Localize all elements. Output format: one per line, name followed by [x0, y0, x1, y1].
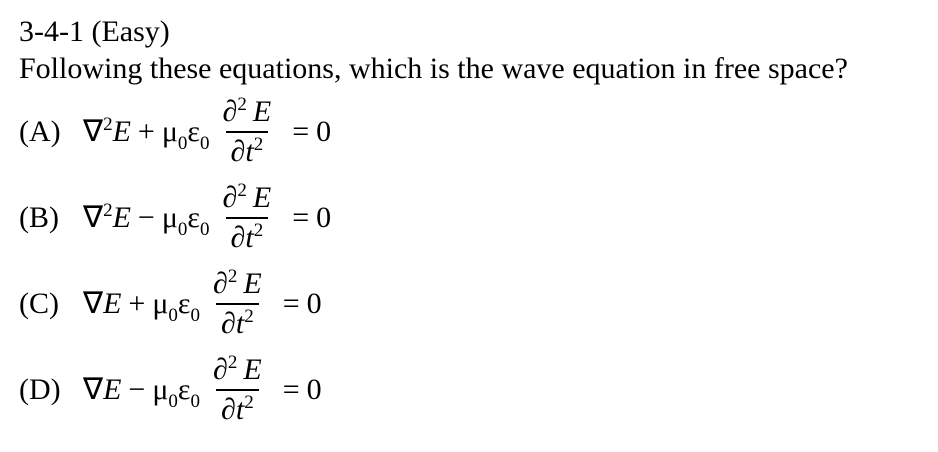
fraction-numerator: [208, 266, 267, 303]
mu-epsilon-coefficient: [152, 373, 201, 412]
problem-id: 3-4-1 (Easy): [19, 15, 170, 48]
mu-symbol: μ: [152, 373, 169, 406]
option-label-a: (A): [19, 115, 61, 148]
sign-operator: −: [128, 373, 146, 406]
laplacian-term: [83, 200, 131, 234]
laplacian-term: [83, 114, 131, 148]
option-row-b: [19, 175, 938, 261]
nabla-symbol: ∇: [83, 287, 104, 320]
partial-symbol: ∂: [222, 181, 238, 214]
rhs-zero: 0: [306, 373, 322, 406]
epsilon-symbol: ε: [177, 287, 191, 320]
sign-operator: +: [128, 287, 146, 320]
field-variable: E: [112, 201, 131, 234]
option-row-c: [19, 261, 938, 347]
fraction-denominator: [216, 303, 259, 339]
mu-subscript: 0: [177, 219, 188, 240]
derivative-fraction: [208, 352, 267, 426]
epsilon-subscript: 0: [190, 305, 201, 326]
option-label-c: (C): [19, 287, 59, 320]
nabla-symbol: ∇: [83, 115, 104, 148]
nabla-exponent: 2: [103, 200, 113, 221]
derivative-fraction: [218, 94, 277, 168]
denominator-variable: t: [245, 135, 254, 168]
field-variable: E: [103, 373, 122, 406]
derivative-fraction: [218, 180, 277, 254]
option-equation-c: [83, 266, 322, 340]
numerator-variable: E: [252, 95, 272, 128]
partial-symbol: ∂: [221, 307, 236, 340]
denominator-variable: t: [245, 221, 254, 254]
field-variable: E: [112, 115, 131, 148]
mu-symbol: μ: [161, 115, 178, 148]
fraction-numerator: [218, 94, 277, 131]
epsilon-subscript: 0: [190, 391, 201, 412]
numerator-exponent: 2: [227, 266, 238, 287]
rhs-zero: 0: [316, 201, 332, 234]
mu-symbol: μ: [152, 287, 169, 320]
partial-symbol: ∂: [213, 353, 228, 386]
nabla-symbol: ∇: [83, 201, 104, 234]
equals-sign: =: [292, 115, 310, 148]
option-equation-a: [83, 94, 332, 168]
numerator-variable: E: [252, 181, 272, 214]
nabla-exponent: 2: [103, 114, 113, 135]
numerator-exponent: 2: [237, 94, 247, 115]
option-row-d: [19, 347, 938, 433]
rhs-zero: 0: [306, 287, 322, 320]
denominator-variable: t: [235, 307, 245, 340]
options-list: [19, 89, 938, 433]
denominator-exponent: 2: [244, 306, 254, 327]
epsilon-subscript: 0: [200, 219, 210, 240]
rhs-zero: 0: [316, 115, 332, 148]
fraction-denominator: [226, 217, 269, 253]
mu-epsilon-coefficient: [161, 115, 210, 154]
equals-sign: =: [282, 287, 300, 320]
epsilon-symbol: ε: [187, 201, 201, 234]
mu-subscript: 0: [168, 391, 178, 412]
fraction-numerator: [218, 180, 277, 217]
partial-symbol: ∂: [213, 267, 228, 300]
partial-symbol: ∂: [230, 135, 246, 168]
option-equation-b: [83, 180, 332, 254]
option-label-d: (D): [19, 373, 61, 406]
fraction-numerator: [208, 352, 267, 389]
fraction-denominator: [216, 389, 259, 425]
numerator-exponent: 2: [227, 352, 238, 373]
epsilon-subscript: 0: [200, 133, 210, 154]
partial-symbol: ∂: [230, 221, 246, 254]
derivative-fraction: [208, 266, 267, 340]
equals-sign: =: [282, 373, 300, 406]
mu-epsilon-coefficient: [161, 201, 210, 240]
option-row-a: [19, 89, 938, 175]
mu-subscript: 0: [177, 133, 188, 154]
option-label-b: (B): [19, 201, 59, 234]
gradient-term: [83, 289, 121, 319]
denominator-exponent: 2: [244, 392, 254, 413]
numerator-variable: E: [243, 353, 262, 386]
denominator-exponent: 2: [253, 134, 264, 155]
mu-epsilon-coefficient: [152, 287, 201, 326]
epsilon-symbol: ε: [187, 115, 201, 148]
option-equation-d: [83, 352, 322, 426]
partial-symbol: ∂: [222, 95, 238, 128]
partial-symbol: ∂: [221, 393, 236, 426]
equals-sign: =: [292, 201, 310, 234]
numerator-exponent: 2: [237, 180, 247, 201]
mu-subscript: 0: [168, 305, 178, 326]
denominator-exponent: 2: [253, 220, 264, 241]
denominator-variable: t: [235, 393, 245, 426]
numerator-variable: E: [243, 267, 262, 300]
epsilon-symbol: ε: [177, 373, 191, 406]
nabla-symbol: ∇: [83, 373, 104, 406]
fraction-denominator: [226, 131, 269, 167]
field-variable: E: [103, 287, 122, 320]
gradient-term: [83, 375, 121, 405]
question-text: Following these equations, which is the wave equation in free space?: [19, 52, 848, 85]
sign-operator: +: [137, 115, 155, 148]
sign-operator: −: [137, 201, 155, 234]
mu-symbol: μ: [161, 201, 178, 234]
